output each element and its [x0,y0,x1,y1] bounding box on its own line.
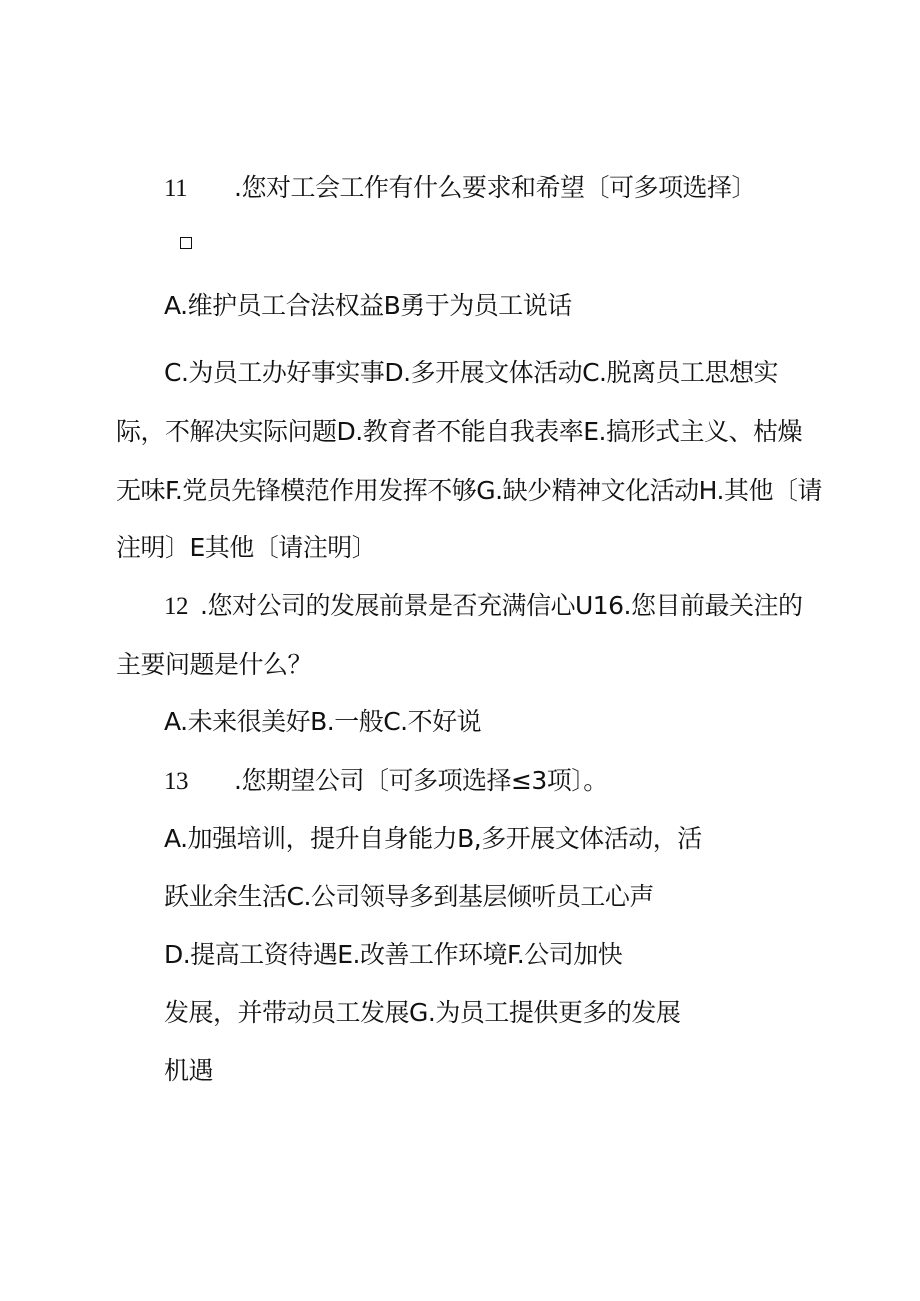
q11-title: .您对工会工作有什么要求和希望〔可多项选择〕 [234,173,756,202]
q12-number: 12 [164,593,188,620]
q12-title: .您对公司的发展前景是否充满信心U16.您目前最关注的 [200,591,803,620]
q12-heading [164,590,803,623]
q11-option-line: 际，不解决实际问题D.教育者不能自我表率E.搞形式主义、枯燥 [116,417,802,446]
q13-option-line: 发展，并带动员工发展G.为员工提供更多的发展 [164,998,681,1027]
q11-option-line: 无味F.党员先锋模范作用发挥不够G.缺少精神文化活动H.其他〔请 [116,476,822,505]
q13-option-line: A.加强培训，提升自身能力B,多开展文体活动，活 [164,824,702,853]
q13-number: 13 [164,768,188,795]
q13-option-line: 跃业余生活C.公司领导多到基层倾听员工心声 [164,882,654,911]
q12-option-line: A.未来很美好B.一般C.不好说 [164,707,482,736]
q13-option-line: D.提高工资待遇E.改善工作环境F.公司加快 [164,940,623,969]
q11-number: 11 [164,175,188,202]
q13-option-line: 机遇 [164,1056,214,1085]
q11-option-line: C.为员工办好事实事D.多开展文体活动C.脱离员工思想实 [164,358,779,387]
q11-heading [164,172,756,205]
q11-option-line: 注明〕E其他〔请注明〕 [116,533,377,562]
q13-title: .您期望公司〔可多项选择≤3项〕。 [234,766,608,795]
q12-title-continued: 主要问题是什么？ [116,650,313,679]
q13-heading [164,765,608,798]
q11-option-line: A.维护员工合法权益B勇于为员工说话 [164,291,572,320]
q11-checkbox[interactable] [180,237,192,249]
